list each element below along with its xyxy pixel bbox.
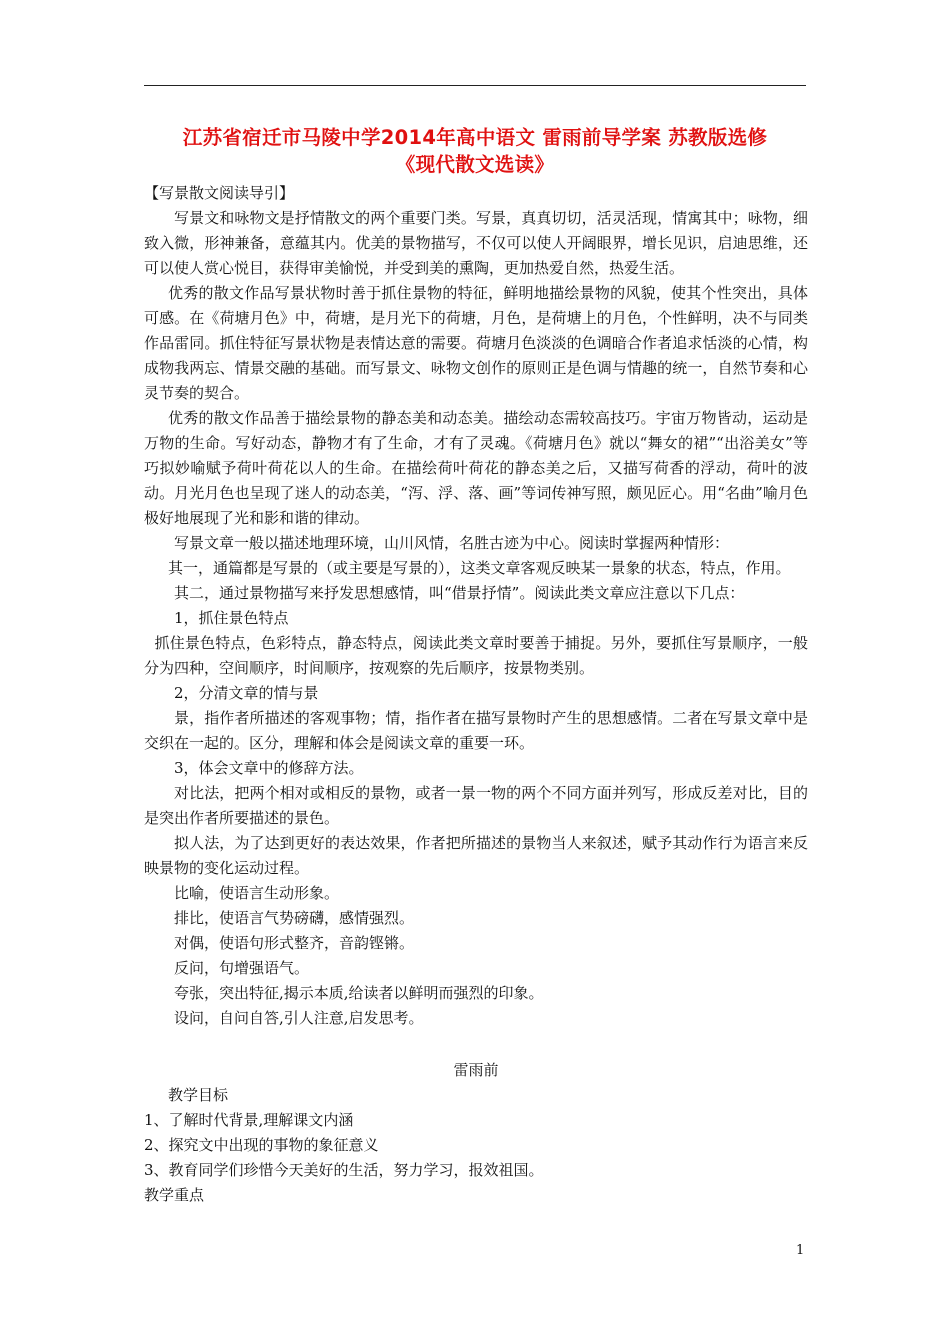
list-item: 对偶，使语句形式整齐，音韵铿锵。 bbox=[174, 934, 415, 952]
goal-item: 3、教育同学们珍惜今天美好的生活，努力学习，报效祖国。 bbox=[144, 1161, 544, 1179]
title-line-1: 江苏省宿迁市马陵中学2014年高中语文 雷雨前导学案 苏教版选修 bbox=[182, 126, 768, 149]
goals-heading: 教学目标 bbox=[168, 1086, 229, 1104]
list-item: 设问，自问自答,引人注意,启发思考。 bbox=[174, 1009, 424, 1027]
paragraph: 优秀的散文作品写景状物时善于抓住景物的特征，鲜明地描绘景物的风貌，使其个性突出，具体可感。在《荷塘月色》中，荷塘，是月光下的荷塘，月色，是荷塘上的月色，个性鲜明，决不与同类作品雷同。抓住特征写景状物是表情达意的需要。荷塘月色淡淡的色调暗合作者追求恬淡的心情，构成物我两忘、情景交融的基础。而写景文、咏物文创作的原则正是色调与情趣的统一，自然节奏和心灵节奏的契合。 bbox=[144, 284, 808, 402]
paragraph: 写景文章一般以描述地理环境，山川风情，名胜古迹为中心。阅读时掌握两种情形： bbox=[174, 534, 730, 552]
paragraph: 优秀的散文作品善于描绘景物的静态美和动态美。描绘动态需较高技巧。宇宙万物皆动，运动是万物的生命。写好动态，静物才有了生命，才有了灵魂。《荷塘月色》就以“舞女的裙”“出浴美女”等巧拟妙喻赋予荷叶荷花以人的生命。在描绘荷叶荷花的静态美之后，又描写荷香的浮动，荷叶的波动。月光月色也呈现了迷人的动态美，“泻、浮、落、画”等词传神写照，颇见匠心。用“名曲”喻月色极好地展现了光和影和谐的律动。 bbox=[144, 409, 808, 527]
key-heading: 教学重点 bbox=[144, 1186, 205, 1204]
list-item: 比喻，使语言生动形象。 bbox=[174, 884, 340, 902]
list-heading: 3，体会文章中的修辞方法。 bbox=[174, 759, 364, 777]
header-rule bbox=[144, 85, 806, 86]
paragraph: 其二，通过景物描写来抒发思想感情，叫“借景抒情”。阅读此类文章应注意以下几点： bbox=[174, 584, 745, 602]
document-title bbox=[144, 124, 806, 178]
paragraph: 写景文和咏物文是抒情散文的两个重要门类。写景，真真切切，活灵活现，情寓其中；咏物，细致入微，形神兼备，意蕴其内。优美的景物描写，不仅可以使人开阔眼界，增长见识，启迪思维，还可以使人赏心悦目，获得审美愉悦，并受到美的熏陶，更加热爱自然，热爱生活。 bbox=[144, 209, 808, 277]
section-title: 雷雨前 bbox=[453, 1061, 499, 1079]
paragraph: 拟人法，为了达到更好的表达效果，作者把所描述的景物当人来叙述，赋予其动作行为语言来反映景物的变化运动过程。 bbox=[144, 834, 808, 877]
page-number: 1 bbox=[796, 1243, 805, 1258]
list-heading: 2，分清文章的情与景 bbox=[174, 684, 319, 702]
guide-heading: 【写景散文阅读导引】 bbox=[144, 184, 295, 202]
list-item: 反问，句增强语气。 bbox=[174, 959, 310, 977]
title-line-2: 《现代散文选读》 bbox=[395, 153, 555, 176]
paragraph: 其一，通篇都是写景的（或主要是写景的），这类文章客观反映某一景象的状态，特点，作用。 bbox=[168, 559, 791, 577]
paragraph: 对比法，把两个相对或相反的景物，或者一景一物的两个不同方面并列写，形成反差对比，目的是突出作者所要描述的景色。 bbox=[144, 784, 808, 827]
list-item: 夸张，突出特征,揭示本质,给读者以鲜明而强烈的印象。 bbox=[174, 984, 544, 1002]
list-item: 排比，使语言气势磅礴，感情强烈。 bbox=[174, 909, 415, 927]
list-heading: 1，抓住景色特点 bbox=[174, 609, 289, 627]
paragraph: 景，指作者所描述的客观事物；情，指作者在描写景物时产生的思想感情。二者在写景文章中是交织在一起的。区分，理解和体会是阅读文章的重要一环。 bbox=[144, 709, 808, 752]
paragraph: 抓住景色特点，色彩特点，静态特点，阅读此类文章时要善于捕捉。另外，要抓住写景顺序，一般分为四种，空间顺序，时间顺序，按观察的先后顺序，按景物类别。 bbox=[144, 634, 808, 677]
goal-item: 1、了解时代背景,理解课文内涵 bbox=[144, 1111, 354, 1129]
goal-item: 2、探究文中出现的事物的象征意义 bbox=[144, 1136, 379, 1154]
document-body bbox=[144, 181, 808, 1208]
